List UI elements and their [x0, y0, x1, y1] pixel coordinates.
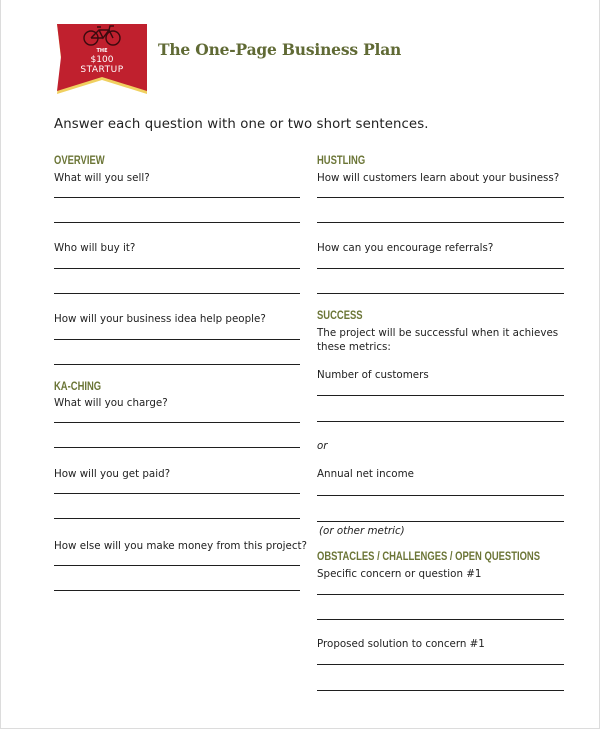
answer-line[interactable]	[317, 495, 564, 496]
page-title: The One-Page Business Plan	[158, 40, 402, 59]
answer-line[interactable]	[317, 521, 564, 522]
question-referrals: How can you encourage referrals?	[317, 242, 494, 254]
answer-line[interactable]	[54, 493, 300, 494]
question-proposed-solution: Proposed solution to concern #1	[317, 638, 485, 650]
success-description-line1: The project will be successful when it achieves	[317, 327, 559, 339]
question-specific-concern: Specific concern or question #1	[317, 568, 482, 580]
answer-line[interactable]	[54, 197, 300, 198]
other-metric-label: (or other metric)	[319, 525, 405, 537]
logo-line2: $100	[90, 55, 114, 65]
answer-line[interactable]	[317, 395, 564, 396]
answer-line[interactable]	[54, 222, 300, 223]
answer-line[interactable]	[54, 447, 300, 448]
metric-annual-income: Annual net income	[317, 468, 414, 480]
answer-line[interactable]	[54, 339, 300, 340]
answer-line[interactable]	[54, 293, 300, 294]
section-heading-hustling: HUSTLING	[317, 155, 366, 167]
section-heading-obstacles: OBSTACLES / CHALLENGES / OPEN QUESTIONS	[317, 551, 541, 563]
answer-line[interactable]	[54, 565, 300, 566]
question-get-paid: How will you get paid?	[54, 468, 171, 480]
answer-line[interactable]	[317, 664, 564, 665]
section-heading-kaching: KA-CHING	[54, 381, 102, 393]
answer-line[interactable]	[317, 222, 564, 223]
metric-number-customers: Number of customers	[317, 369, 429, 381]
answer-line[interactable]	[317, 594, 564, 595]
startup-logo	[57, 24, 147, 96]
answer-line[interactable]	[317, 268, 564, 269]
answer-line[interactable]	[54, 422, 300, 423]
answer-line[interactable]	[317, 690, 564, 691]
section-heading-success: SUCCESS	[317, 310, 363, 322]
or-label: or	[317, 440, 328, 452]
answer-line[interactable]	[54, 590, 300, 591]
question-customers-learn: How will customers learn about your business?	[317, 172, 560, 184]
question-who-buy: Who will buy it?	[54, 242, 136, 254]
question-help-people: How will your business idea help people?	[54, 313, 266, 325]
answer-line[interactable]	[54, 364, 300, 365]
answer-line[interactable]	[54, 518, 300, 519]
question-what-sell: What will you sell?	[54, 172, 150, 184]
question-make-money: How else will you make money from this project?	[54, 540, 307, 552]
instructions: Answer each question with one or two short sentences.	[54, 117, 429, 132]
answer-line[interactable]	[317, 293, 564, 294]
answer-line[interactable]	[317, 619, 564, 620]
answer-line[interactable]	[317, 197, 564, 198]
answer-line[interactable]	[54, 268, 300, 269]
question-charge: What will you charge?	[54, 397, 168, 409]
logo-line1: THE	[96, 48, 108, 54]
success-description-line2: these metrics:	[317, 341, 391, 353]
answer-line[interactable]	[317, 421, 564, 422]
section-heading-overview: OVERVIEW	[54, 155, 105, 167]
logo-line3: STARTUP	[80, 65, 124, 75]
